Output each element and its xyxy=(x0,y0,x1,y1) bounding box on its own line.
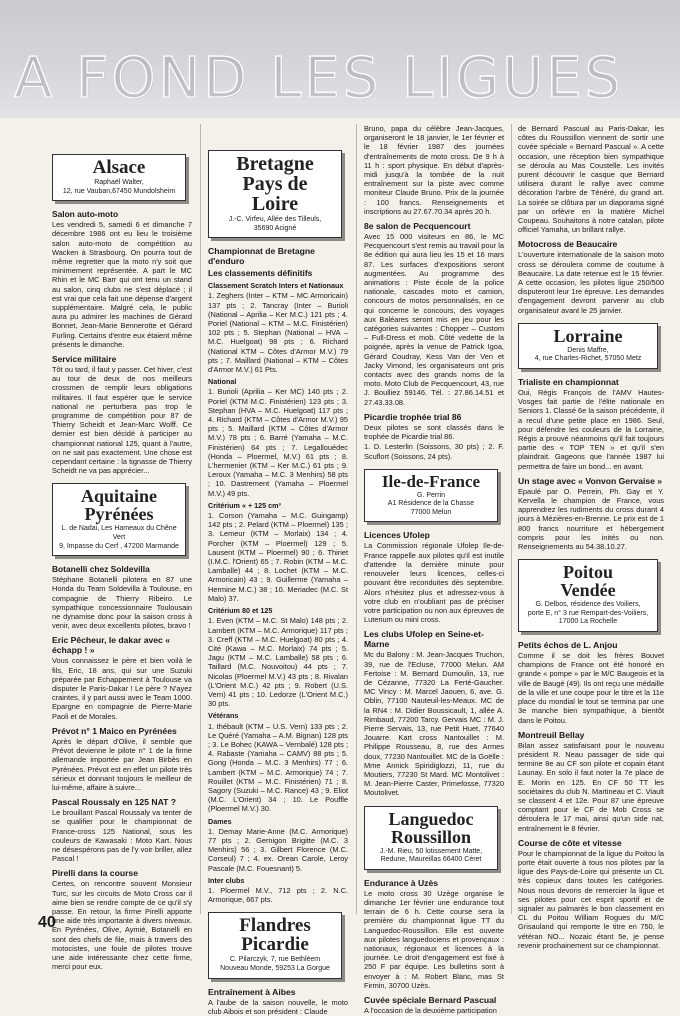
category-heading: Classement Scratch Inters et Nationaux xyxy=(208,281,344,291)
article-text: Certes, on rencontre souvent Monsieur Turc, sur les circuits de Moto Cross car il aime bien se rendre compte de ce qu'il s'y passe. En retour, la firme Pirelli apporte une aide très importante à divers niveaux. En Pyrénées, Olive, Aymié, Botanelli en sont des chefs de file, mais à travers des motocistes, une foule de pilotes trouve une aide intéressante chez cette firme, merci pour eux. xyxy=(52,879,192,972)
article-text: Stéphane Botanelli pilotera en 87 une Honda du Team Soldevilla à Toulouse, en compagnie de Thierry Ribeiro. Le sympathique concessionnaire Toulousain ne dynamise donc pour la saison cross à venir, avec deux excellents pilotes, bravo ! xyxy=(52,575,192,631)
league-address: J.-M. Rieu, 50 lotissement Matte, xyxy=(379,847,483,855)
article-text: Bruno, papa du célèbre Jean-Jacques, organiseront le 18 janvier, le 1er février et le 18 février 1987 des journées d'entraînements de moto cross. De 9 h à 11 h : sport physique. En début d'après-midi jusqu'à la tombée de la nuit entraînement sur la piste avec comme moniteur Claude Bruno. Prix de la journée : 100 francs. Renseignements et inscriptions au 27.67.70.34 après 20 h. xyxy=(364,124,504,216)
league-address: porte E, n° 3 rue Rempart-des-Voiliers, xyxy=(527,609,649,617)
article-title: Les clubs Ufolep en Seine-et-Marne xyxy=(364,629,484,650)
league-address: G. Perrin xyxy=(416,491,445,499)
league-box-flandres xyxy=(208,912,342,978)
article-title: Cuvée spéciale Bernard Pascual xyxy=(364,994,497,1005)
article-title: Montreuil Bellay xyxy=(518,729,585,740)
league-address: Redune, Maureillas 66400 Céret xyxy=(380,856,482,864)
league-name: Roussillon xyxy=(390,826,472,847)
article-title: Course de côte et vitesse xyxy=(518,837,622,848)
header-banner xyxy=(0,0,680,118)
article-title: Picardie trophée trial 86 xyxy=(364,411,462,422)
category-heading: National xyxy=(208,377,237,387)
league-name: Lorraine xyxy=(553,325,623,346)
league-name: Aquitaine xyxy=(80,486,158,507)
article-title: Motocross de Beaucaire xyxy=(518,239,618,250)
article-title: Pirelli dans la course xyxy=(52,868,138,879)
article-text: Avec 15 000 visiteurs en 86, le MC Pecquencourt s'est remis au travail pour la 8e édition qui aura lieu les 15 et 16 mars 87. Les surfaces d'expositions seront augmentées. Au programme des animations : Piste école de la police nationale, cascades moto et camion, concours de motos personnalisés, en ce qui concerne le concours, des voyages aux Baléares seront mis en jeu pour les catégories suivantes : Chopper – Custom – Full-Dress et mob. Côté vedette de la poignée, après la venue de Patrick Igoa, Gérard Coudray, Kess Van der Ven et Jacky Vimond, les organisateurs ont pris contacts avec des grands noms de la moto. Moto Club de Pecquencourt, 43, rue J. Boulliez 59146. Tél. : 27.86.14.51 et 27.43.33.08. xyxy=(364,232,504,407)
category-heading: Vétérans xyxy=(208,711,239,721)
league-name: Pays de xyxy=(242,173,308,195)
article-text: Bilan assez satisfaisant pour le nouveau président R. Neau passager de side qui termine 8e au CF son pilote et copain étant Launay. En solo il faut noter la 7e place de E. Morin en 125. En CF 50 TT les sociétaires du club N. Martineau et C. Viault se classent 4 et 12e. Pour 87 une épreuve comptant pour le CF de Mob Cross se déroulera le 17 mai, ainsi qu'un side nat, entraînement le 8 février. xyxy=(518,740,664,833)
article-title: Service militaire xyxy=(52,354,117,365)
column-3 xyxy=(364,124,504,1015)
article-text: Le moto cross 30 Uzège organise le dimanche 1er février une endurance tout terrain de 6 h. Cette course sera la première du championnat ligue TT du Languedoc-Roussillon. Elle est ouverte aux pilotes languedociens et provençaux : nationaux, régionaux et licences à la journée. Le droit d'engagement est fixé à 250 F par équipe. Les bulletins sont à envoyer à : M. Robert Blanc, mas St Firmin, 30700 Uzès. xyxy=(364,888,504,990)
league-name: Poitou xyxy=(562,562,613,583)
league-address: A1 Résidence de la Chasse xyxy=(387,500,475,508)
league-address: C. Pilarczyk, 7, rue Bethléem xyxy=(229,956,321,964)
league-name: Alsace xyxy=(92,157,146,178)
article-title: Eric Pêcheur, le dakar avec « échapp ! » xyxy=(52,635,171,656)
article-text: Tôt ou tard, il faut y passer. Cet hiver, c'est au tour de deux de nos meilleurs crossmen de remplir leurs obligations militaires. Il faut espérer que le service national ne perturbera pas trop le programme de compétition pour 87 de Thierry Scheidt et Jean-Marc Wolff. Ce dernier est bien décidé à participer au championnat national 125, quant à l'autre, on ne sait pas exactement. Une chose est cependant certaine : la tignasse de Thierry Scheidt ne va pas apprécier... xyxy=(52,365,192,476)
article-text: A l'occasion de la deuxième participation xyxy=(364,1005,497,1015)
league-address: G. Delbos, résidence des Voiliers, xyxy=(535,601,641,609)
league-name: Vendée xyxy=(560,580,616,601)
page-number: 40 xyxy=(38,914,56,931)
league-address: J.-C. Virfeu, Allée des Tilleuls, xyxy=(228,216,322,223)
article-text: de Bernard Pascual au Paris-Dakar, les côtes du Roussillon viennent de sortir une cuvée spéciale « Bernard Pascual ». A cette occasion, une réception bien sympathique se déroula au Mas Coustelle. Les invités purent découvrir le casque que Bernard utilisera durant le rallye avec comme décoration l'arbre de Ténéré, du grand art. La soirée se clôtura par un diaporama signé par un orfèvre en la matière Michel Coupeau. Souhaitons à notre catalan, pilote officiel Yamaha, un brillant rallye. xyxy=(518,124,664,235)
league-box-poitou xyxy=(518,559,658,632)
league-name: Picardie xyxy=(241,934,309,956)
banner-title: A FOND LES LIGUES xyxy=(14,46,624,111)
article-title: Prévot n° 1 Maico en Pyrénées xyxy=(52,725,177,736)
league-address: Raphaël Walter, xyxy=(94,179,144,186)
league-address: Denis Maffre, xyxy=(567,346,609,354)
category-heading: Inter clubs xyxy=(208,875,245,885)
league-box-lorraine xyxy=(518,323,658,369)
category-heading: Critérium « + 125 cm³ xyxy=(208,500,281,510)
article-title: Botanelli chez Soldevilla xyxy=(52,564,150,575)
article-title: Pascal Roussaly en 125 NAT ? xyxy=(52,797,177,808)
column-divider xyxy=(200,124,201,914)
article-text: L'ouverture internationale de la saison moto cross se déroulera comme de coutume à Beaucaire. La date retenue est le 15 février. A cette occasion, les pilotes ligue 250/500 disputeront leur 1re épreuve. Les demandes d'engagement devront parvenir au club organisateur avant le 25 janvier. xyxy=(518,250,664,315)
league-box-ile-de-france xyxy=(364,469,498,523)
column-1 xyxy=(52,124,192,972)
league-address: 12, rue Vauban,67450 Mundolsheim xyxy=(62,187,176,195)
league-address: Nouveau Monde, 59253 La Gorgue xyxy=(220,964,330,972)
column-divider xyxy=(511,124,512,914)
article-text: Epaulé par O. Perrein, Ph. Gay et Y. Kervella le champion de France, vous apprendrez les rudiments du cross durant 4 jours à Mézières-en-Brenne. Le prix est de 1 800 francs nourriture et hébergement compris pour les inités ou non. Renseignements au 54.38.10.27. xyxy=(518,486,664,552)
results-text: 1. Zeghers (Inter – KTM – MC Armoricain) 137 pts ; 2. Tancray (Inter – Burioli (National – Aprilia – Ker M.C.) 121 pts ; 4. Poriel (National – KTM – M.C. Finistérien) 102 pts ; 5. Stephan (National – HVA – M.C. Huelgoat) 98 pts ; 6. Richard (National KTM – Côtes d'Armor M.V.) 79 pts ; 7. Maillard (National – KTM – Côtes d'Armor M.V.) 61 Pts. xyxy=(208,291,348,375)
results-text: 1. Even (KTM – M.C. St Malo) 148 pts ; 2. Lambert (KTM – M.C. Armorique) 117 pts ; 3. Creff (KTM – M.C. Huelgoat) 80 pts ; 4. Cité (Kawa – M.C. Morlaix) 74 pts ; 5. Jagu (KTM – M.C. Lamballe) 58 pts ; 6. Taillard (M.C. Nouvoitou) 44 pts ; 7. Nicolas (Ploermel M.V.) 43 pts ; 8. Rivalan (L'Orient M.C.) 42 pts ; 9. Robert (U.S. Vern) 41 pts ; 10. Ledorze (L'Orient M.C.) 30 pts. xyxy=(208,616,348,709)
league-name: Languedoc xyxy=(388,808,474,829)
article-subtitle: Les classements définitifs xyxy=(208,268,313,279)
article-title: Un stage avec « Vonvon Gervaise » xyxy=(518,475,663,486)
results-text: 1. thébault (KTM – U.S. Vern) 133 pts ; 2. Le Quéré (Yamaha – A.M. Bignan) 128 pts ; 3. Le Bohec (KAWA – Vernbalé) 128 pts ; 4. Rabaste (Yamaha – CAMV) 88 pts ; 5. Gong (Honda – M.C. 3 Menhirs) 77 ; 6. Lambert (KTM – M.C. Armorique) 74 ; 7. Rouillet (KTM – M.C. Finistérien) 71 ; 8. Sagory (Suzuki – M.C. Rance) 43 ; 9. Eliot (M.C. L'Orient) 34 ; 10. Le Pouffle (Ploermel M.V.) 30. xyxy=(208,721,348,814)
category-heading: Dames xyxy=(208,816,232,826)
category-heading: Critérium 80 et 125 xyxy=(208,606,273,616)
article-title: Trialiste en championnat xyxy=(518,377,619,388)
league-name: Pyrénées xyxy=(84,504,154,525)
article-text: Après le départ d'Olive, il semble que Prévot devienne le pilote n° 1 de la firme allemande importée par Jean Birbès en Pyrénées. Prévot est en effet un pilote très sérieux et donnant toujours le meilleur de lui-même, affaire à suivre... xyxy=(52,736,192,792)
article-text: La Commission régionale Ufolep Ile-de-France rappelle aux pilotes qu'il est inutile d'attendre la dernière minute pour renouveler leurs licences, celles-ci pouvant être reconduites dès septembre. Alors n'hésitez plus et adressez-vous à votre club en n'oubliant pas de préciser votre participation ou non aux épreuves de Luterium ou mini cross. xyxy=(364,541,504,625)
article-text: Pour le championnat de la ligue du Poitou la porte était ouverte à tous nos pilotes par la ligue des Pays-de-Loire qui présente un CL très copieux dans toutes les catégories. Nous nous devons de remercier la ligue et ses pilotes pour cet esprit sportif et de signaler au palmarès le bon classement en CL du Poitou William Rogues du M/C Grisauland qui remporte le titre en 750, le vétéran NO... Nozaic étant 5e, je pense revenir prochainement sur ce championnat. xyxy=(518,848,664,950)
column-divider xyxy=(356,124,357,914)
article-title: Endurance à Uzès xyxy=(364,877,439,888)
league-address: 35690 Acigné xyxy=(253,224,297,232)
league-name: Loire xyxy=(251,193,299,215)
league-address: 9, Impasse du Cerf , 47200 Marmande xyxy=(59,542,179,550)
results-text: 1. Demay Marie-Anne (M.C. Armorique) 77 pts ; 2. Gernigon Brigitte (M.C. 3 Menhirs) 56 ; 3. Gilbert Florence (M.C. Corseul) 7 ; 4. ex. Orean Carole, Leroy Pascale (M.C. Fouesnant) 5. xyxy=(208,826,348,873)
league-address: L. de Nadai, Les Hameaux du Chêne Vert xyxy=(61,525,177,542)
article-text: Oui, Régis François de l'AMV Hautes-Vosges fait partie de l'élite nationale en Seniors 1. Classé 6e la saison précédente, il a recul d'une petite place en 1986. Seul, pour défendre les couleurs de la Lorraine, Régis a prouvé néanmoins qu'il fait toujours partie des « TOP TEN » et qu'il s'en plaindrait. Gageons que l'année 1987 lui permettra de faire un bond... en avant. xyxy=(518,388,664,471)
article-title: Entraînement à Aibes xyxy=(208,986,296,997)
results-text: 1. Corson (Yamaha – M.C. Guingamp) 142 pts ; 2. Pelard (KTM – Ploermel) 135 ; 3. Lemeur (KTM – Morlaix) 134 ; 4. Porcher (KTM – Ploermel) 129 ; 5. Lausent (KTM – Ploermel) 90 ; 6. Thiriet (I.M.C. l'Orient) 65 ; 7. Robin (KTM – M.C. Lamballe) 44 ; 8. Lochet (KTM – M.C. Armoricain) 43 ; 9. Guillerme (Yamaha – Hermine M.C.) 38 ; 10. Meriadec (M.C. St Malo) 37. xyxy=(208,511,348,603)
league-name: Ile-de-France xyxy=(381,471,481,491)
results-text: 1. Burioli (Aprilia – Ker MC) 140 pts ; 2. Poriel (KTM M.C. Finistérien) 123 pts ; 3. Stephan (HVA – M.C. Huelgoat) 117 pts ; 4. Richard (KTM – Côtes d'Armor M.V.) 95 pts ; 5. Maillard (KTM – Côtes d'Armor M.V.) 78 pts ; 6. Barré (Yamaha – M.C. Finistérien) 64 pts ; 7. Legallouédec (Honda – Ploermel, M.V.) 61 pts ; 8. L'hermenier (KTM – Ker M.C.) 61 pts ; 9. Leroux (Yamaha – M.C. 3 Menhirs) 58 pts ; 10. Dastrement (Yamaha – Ploermel M.V.) 49 pts. xyxy=(208,387,348,498)
league-box-alsace xyxy=(52,154,186,201)
article-text: Comme il se doit les frères Bouvet champions de France ont été honoré en grande « pompe » par le M/C Baugeois et la ville de Baugé (49). Ils ont reçu une médaille de la ville et une coupe pour le titre et la 11e place du mondial le tout se termina par une 3e manche bien sympathique, à bientôt dans le Poitou. xyxy=(518,651,664,725)
results-text: 1. Ploermel M.V., 712 pts ; 2. N.C. Armorique, 667 pts. xyxy=(208,885,348,905)
results-text: 1. D. Lesterlin (Soissons, 30 pts) ; 2. F. Scuflort (Soissons, 24 pts). xyxy=(364,442,504,461)
league-box-aquitaine xyxy=(52,483,186,556)
league-address: 17000 La Rochelle xyxy=(558,618,618,626)
article-text: Vous connaissez le père et bien voilà le fils, Eric, 18 ans, qui sur une Suzuki préparée par Echappement à Toulouse va disputer le Paris-Dakar ! Le père ? N'ayez craintes, il y part aussi avec le Team 1000. Epargne en compagnie de Pierre-Marie Paoli et de Morales. xyxy=(52,656,192,721)
article-text: Deux pilotes se sont classés dans le trophée de Picardie trial 86. xyxy=(364,422,504,442)
column-2 xyxy=(208,124,348,1016)
article-title: 8e salon de Pecquencourt xyxy=(364,221,471,232)
article-text: A l'aube de la saison nouvelle, le moto club Aibois et son président : Claude xyxy=(208,997,348,1016)
league-address: 77000 Melun xyxy=(410,508,452,516)
league-box-bretagne xyxy=(208,150,342,238)
article-text: Le brouillant Pascal Roussaly va tenter de se qualifier pour le championnat de France-cross 125 National, sous les couleurs de Kawasaki : Moto Kart. Nous ne désespérons pas de l'y voir briller, allez Pascal ! xyxy=(52,808,192,864)
article-title: Championnat de Bretagne d'enduro xyxy=(208,246,315,267)
article-text: Mc du Balony : M. Jean-Jacques Truchon, 39, rue de l'Ecluse, 77000 Melun. AM Fertoise : M. Bernard Dumoulin, 13, rue de Cézanne, 77320 La Ferté-Gaucher. MC Vincy : M. Marcel Jaouen, 6, ave. G. Oblin, 77100 Nauteuil-les-Meaux. MC de la RN4 : M. Didier Boussicault, 1, allée A. Rimbaud, 77200 Tarcy. Gervais MC : M. J. Pierre Servais, 13, rue Petit Huet, 77640 Jouarre. Kart cross Nantouillet : M. Philippe Rousseau, 8, rue des Armes doux, 77230 Nantouillet. MC de la Goëlle : Mme Annick Spiridiglozzi, 11, rue du Moutiers, 77230 St Mard. MC Montolivet : M. Jean-Pierre Caster, Primefosse, 77320 Moutolivet. xyxy=(364,650,504,798)
article-text: Les vendredi 5, samedi 6 et dimanche 7 décembre 1986 ont eu lieu le troisième salon auto-moto de compétition au Wacken à Strasbourg. On pourra tout de même regretter que la moto n'y soit que minimement représentée. A part le MC Rhin et le MC Barr qui ont tenu un stand au salon, cinq clubs ne s'est déplacé ; il est vrai que cela fait une dépense d'argent supplémentaire. Malgré cela, le public aura pu admirer les machines de Gérard Bonnet, Jean-Marie Bennerotte et Gérard Furling. Certains d'entre eux étaient même présents le dimanche. xyxy=(52,220,192,349)
league-box-languedoc xyxy=(364,806,498,870)
league-name: Bretagne xyxy=(236,153,314,175)
article-title: Petits échos de L. Anjou xyxy=(518,640,618,651)
league-address: 4, rue Charles-Richet, 57050 Metz xyxy=(534,355,642,363)
column-4 xyxy=(518,124,664,950)
article-title: Licences Ufolep xyxy=(364,530,430,541)
league-name: Flandres xyxy=(239,915,311,937)
article-title: Salon auto-moto xyxy=(52,209,119,220)
